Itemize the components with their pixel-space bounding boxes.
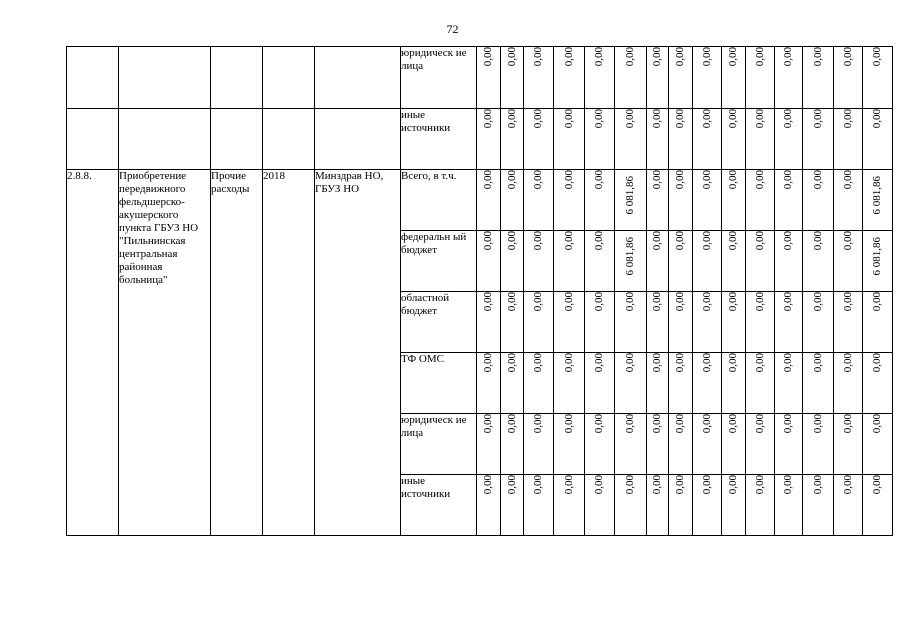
value-cell (554, 292, 585, 353)
value-cell (554, 353, 585, 414)
value-text: 0,00 (482, 170, 494, 190)
value-cell (693, 170, 722, 231)
value-text: 0,00 (841, 475, 854, 495)
value-cell (746, 292, 775, 353)
value-cell (477, 414, 501, 475)
value-text: 0,00 (700, 47, 713, 67)
value-cell (803, 292, 834, 353)
value-text: 0,00 (674, 170, 686, 190)
value-cell (803, 231, 834, 292)
table-row (67, 170, 893, 231)
value-cell (669, 414, 693, 475)
value-text: 0,00 (700, 231, 713, 251)
funding-source: иные источники (401, 475, 477, 536)
value-text: 0,00 (562, 292, 575, 312)
funding-source: федеральн ый бюджет (401, 231, 477, 292)
value-cell (693, 353, 722, 414)
value-text: 0,00 (505, 47, 518, 67)
page-number: 72 (446, 22, 459, 36)
budget-table (66, 46, 893, 536)
value-text: 0,00 (674, 231, 686, 251)
value-cell (775, 109, 803, 170)
value-text: 0,00 (532, 292, 544, 312)
value-cell (693, 292, 722, 353)
value-cell (746, 109, 775, 170)
value-cell (775, 292, 803, 353)
value-text: 0,00 (593, 414, 605, 434)
empty-cell (315, 109, 401, 170)
value-cell (722, 170, 746, 231)
value-text: 0,00 (482, 475, 494, 495)
empty-cell (119, 109, 211, 170)
value-cell (803, 170, 834, 231)
value-cell (834, 353, 863, 414)
value-text: 0,00 (782, 475, 794, 495)
value-text: 6 081,86 (871, 237, 883, 276)
value-text: 0,00 (871, 292, 883, 312)
value-text: 0,00 (782, 170, 794, 190)
value-cell (585, 47, 615, 109)
value-text: 0,00 (727, 475, 739, 495)
value-cell (477, 231, 501, 292)
empty-cell (263, 109, 315, 170)
value-text: 0,00 (532, 414, 544, 434)
value-text: 0,00 (562, 170, 575, 190)
value-cell (834, 292, 863, 353)
value-text: 0,00 (532, 475, 544, 495)
value-text: 0,00 (482, 353, 494, 373)
value-text: 0,00 (624, 47, 636, 67)
value-cell (669, 231, 693, 292)
value-cell (647, 231, 669, 292)
value-cell (669, 292, 693, 353)
value-cell (477, 47, 501, 109)
value-cell (585, 292, 615, 353)
value-text: 0,00 (753, 414, 766, 434)
value-text: 0,00 (562, 475, 575, 495)
value-text: 0,00 (593, 292, 605, 312)
value-text: 0,00 (871, 414, 883, 434)
value-text: 0,00 (700, 475, 713, 495)
value-cell (669, 170, 693, 231)
value-cell (524, 353, 554, 414)
value-text: 0,00 (593, 170, 605, 190)
value-cell (746, 170, 775, 231)
value-cell (863, 231, 893, 292)
value-cell (647, 414, 669, 475)
value-text: 0,00 (811, 353, 824, 373)
value-text: 0,00 (674, 353, 686, 373)
value-cell (524, 109, 554, 170)
funding-source: областной бюджет (401, 292, 477, 353)
value-text: 0,00 (532, 353, 544, 373)
value-cell (669, 47, 693, 109)
table-row (67, 109, 893, 170)
value-cell (775, 231, 803, 292)
value-cell (524, 47, 554, 109)
value-cell (554, 475, 585, 536)
value-cell (647, 292, 669, 353)
empty-cell (263, 47, 315, 109)
value-text: 0,00 (700, 109, 713, 129)
value-text: 0,00 (841, 231, 854, 251)
value-cell (775, 475, 803, 536)
value-text: 0,00 (593, 47, 605, 67)
value-cell (693, 414, 722, 475)
value-cell (585, 109, 615, 170)
value-text: 0,00 (482, 47, 494, 67)
value-cell (501, 170, 524, 231)
value-cell (693, 47, 722, 109)
value-cell (477, 109, 501, 170)
value-text: 0,00 (532, 109, 544, 129)
value-cell (524, 231, 554, 292)
value-cell (585, 353, 615, 414)
value-text: 0,00 (651, 109, 663, 129)
value-cell (647, 353, 669, 414)
value-cell (501, 47, 524, 109)
value-text: 0,00 (532, 47, 544, 67)
value-text: 0,00 (593, 109, 605, 129)
value-cell (554, 47, 585, 109)
value-text: 0,00 (727, 353, 739, 373)
value-cell (501, 109, 524, 170)
value-text: 0,00 (811, 170, 824, 190)
value-text: 0,00 (593, 353, 605, 373)
empty-cell (67, 109, 119, 170)
value-cell (647, 170, 669, 231)
value-text: 0,00 (782, 353, 794, 373)
value-cell (554, 109, 585, 170)
value-cell (554, 414, 585, 475)
value-text: 0,00 (482, 231, 494, 251)
value-cell (746, 47, 775, 109)
value-cell (722, 231, 746, 292)
value-cell (803, 353, 834, 414)
value-text: 0,00 (753, 353, 766, 373)
value-cell (524, 475, 554, 536)
value-cell (585, 475, 615, 536)
value-cell (693, 109, 722, 170)
value-text: 0,00 (651, 231, 663, 251)
value-cell (693, 231, 722, 292)
value-text: 0,00 (651, 47, 663, 67)
value-cell (615, 109, 647, 170)
empty-cell (315, 47, 401, 109)
value-text: 0,00 (727, 170, 739, 190)
value-cell (647, 109, 669, 170)
value-text: 0,00 (871, 475, 883, 495)
value-cell (834, 231, 863, 292)
value-text: 0,00 (482, 292, 494, 312)
value-text: 0,00 (562, 414, 575, 434)
value-text: 0,00 (811, 475, 824, 495)
value-cell (585, 231, 615, 292)
value-cell (746, 231, 775, 292)
empty-cell (211, 47, 263, 109)
value-cell (803, 414, 834, 475)
value-text: 0,00 (505, 475, 518, 495)
value-cell (722, 292, 746, 353)
value-cell (477, 475, 501, 536)
value-cell (615, 292, 647, 353)
value-cell (585, 170, 615, 231)
value-text: 0,00 (624, 475, 636, 495)
value-text: 0,00 (811, 109, 824, 129)
value-text: 0,00 (753, 292, 766, 312)
value-text: 0,00 (727, 47, 739, 67)
value-text: 0,00 (562, 47, 575, 67)
value-cell (693, 475, 722, 536)
value-cell (669, 353, 693, 414)
value-cell (722, 475, 746, 536)
value-text: 0,00 (651, 292, 663, 312)
value-cell (746, 353, 775, 414)
value-cell (834, 109, 863, 170)
value-cell (524, 414, 554, 475)
value-cell (615, 414, 647, 475)
value-text: 0,00 (753, 109, 766, 129)
value-cell (863, 109, 893, 170)
value-text: 0,00 (727, 231, 739, 251)
value-text: 0,00 (700, 170, 713, 190)
value-text: 6 081,86 (624, 237, 636, 276)
value-text: 0,00 (811, 414, 824, 434)
value-text: 0,00 (562, 231, 575, 251)
value-text: 0,00 (841, 109, 854, 129)
value-text: 0,00 (505, 353, 518, 373)
value-cell (647, 475, 669, 536)
value-cell (863, 170, 893, 231)
value-text: 0,00 (700, 414, 713, 434)
value-cell (863, 292, 893, 353)
value-text: 0,00 (782, 292, 794, 312)
funding-source: юридическ ие лица (401, 414, 477, 475)
value-cell (615, 353, 647, 414)
value-cell (863, 353, 893, 414)
value-cell (554, 170, 585, 231)
value-text: 0,00 (782, 231, 794, 251)
expense-type: Прочие расходы (211, 170, 263, 536)
value-cell (477, 292, 501, 353)
value-cell (501, 292, 524, 353)
value-cell (477, 170, 501, 231)
empty-cell (211, 109, 263, 170)
value-cell (501, 231, 524, 292)
value-cell (746, 414, 775, 475)
value-text: 0,00 (482, 109, 494, 129)
value-cell (775, 353, 803, 414)
value-cell (615, 170, 647, 231)
funding-source: ТФ ОМС (401, 353, 477, 414)
value-text: 0,00 (593, 231, 605, 251)
value-text: 0,00 (841, 170, 854, 190)
value-cell (803, 47, 834, 109)
funding-source: Всего, в т.ч. (401, 170, 477, 231)
value-text: 0,00 (811, 47, 824, 67)
value-cell (585, 414, 615, 475)
value-text: 0,00 (624, 292, 636, 312)
value-cell (722, 353, 746, 414)
value-text: 0,00 (753, 475, 766, 495)
value-cell (615, 475, 647, 536)
value-cell (863, 414, 893, 475)
value-text: 0,00 (624, 414, 636, 434)
value-text: 0,00 (651, 353, 663, 373)
value-text: 0,00 (624, 353, 636, 373)
value-cell (501, 475, 524, 536)
value-cell (615, 47, 647, 109)
item-number: 2.8.8. (67, 170, 119, 536)
value-text: 0,00 (841, 292, 854, 312)
value-text: 0,00 (727, 292, 739, 312)
value-text: 0,00 (651, 170, 663, 190)
value-cell (722, 109, 746, 170)
value-text: 0,00 (505, 292, 518, 312)
value-text: 0,00 (782, 47, 794, 67)
value-text: 0,00 (727, 414, 739, 434)
executor: Минздрав НО, ГБУЗ НО (315, 170, 401, 536)
value-cell (775, 47, 803, 109)
value-text: 0,00 (782, 414, 794, 434)
value-cell (834, 475, 863, 536)
value-cell (722, 47, 746, 109)
value-text: 0,00 (505, 414, 518, 434)
value-text: 0,00 (674, 292, 686, 312)
value-cell (501, 353, 524, 414)
value-text: 0,00 (841, 353, 854, 373)
value-cell (834, 414, 863, 475)
table-row (67, 47, 893, 109)
value-text: 0,00 (841, 414, 854, 434)
value-cell (647, 47, 669, 109)
value-text: 0,00 (674, 414, 686, 434)
value-cell (615, 231, 647, 292)
value-cell (722, 414, 746, 475)
value-cell (669, 109, 693, 170)
value-cell (834, 47, 863, 109)
value-text: 0,00 (624, 109, 636, 129)
value-text: 0,00 (753, 170, 766, 190)
value-cell (863, 475, 893, 536)
value-text: 0,00 (562, 353, 575, 373)
value-text: 0,00 (727, 109, 739, 129)
funding-source: иные источники (401, 109, 477, 170)
value-text: 0,00 (700, 292, 713, 312)
value-cell (803, 109, 834, 170)
value-text: 0,00 (782, 109, 794, 129)
value-text: 0,00 (674, 109, 686, 129)
value-text: 0,00 (651, 414, 663, 434)
value-text: 0,00 (593, 475, 605, 495)
value-text: 0,00 (811, 292, 824, 312)
empty-cell (119, 47, 211, 109)
value-cell (554, 231, 585, 292)
value-text: 0,00 (482, 414, 494, 434)
value-text: 0,00 (674, 47, 686, 67)
value-cell (803, 475, 834, 536)
value-text: 0,00 (505, 109, 518, 129)
value-text: 0,00 (811, 231, 824, 251)
value-text: 6 081,86 (624, 176, 636, 215)
value-text: 0,00 (532, 170, 544, 190)
value-text: 0,00 (674, 475, 686, 495)
value-text: 6 081,86 (871, 176, 883, 215)
value-text: 0,00 (562, 109, 575, 129)
value-text: 0,00 (871, 47, 883, 67)
value-text: 0,00 (505, 231, 518, 251)
value-text: 0,00 (753, 231, 766, 251)
value-text: 0,00 (532, 231, 544, 251)
value-text: 0,00 (753, 47, 766, 67)
funding-source: юридическ ие лица (401, 47, 477, 109)
value-text: 0,00 (871, 353, 883, 373)
value-cell (775, 170, 803, 231)
empty-cell (67, 47, 119, 109)
item-name: Приобретение передвижного фельдшерско-акушерского пункта ГБУЗ НО "Пильнинская центральная районная больница" (119, 170, 211, 536)
value-cell (524, 292, 554, 353)
value-cell (501, 414, 524, 475)
value-cell (477, 353, 501, 414)
item-year: 2018 (263, 170, 315, 536)
value-cell (524, 170, 554, 231)
value-text: 0,00 (505, 170, 518, 190)
value-cell (863, 47, 893, 109)
value-cell (775, 414, 803, 475)
value-cell (746, 475, 775, 536)
value-cell (669, 475, 693, 536)
value-text: 0,00 (871, 109, 883, 129)
value-text: 0,00 (651, 475, 663, 495)
value-text: 0,00 (841, 47, 854, 67)
value-cell (834, 170, 863, 231)
value-text: 0,00 (700, 353, 713, 373)
